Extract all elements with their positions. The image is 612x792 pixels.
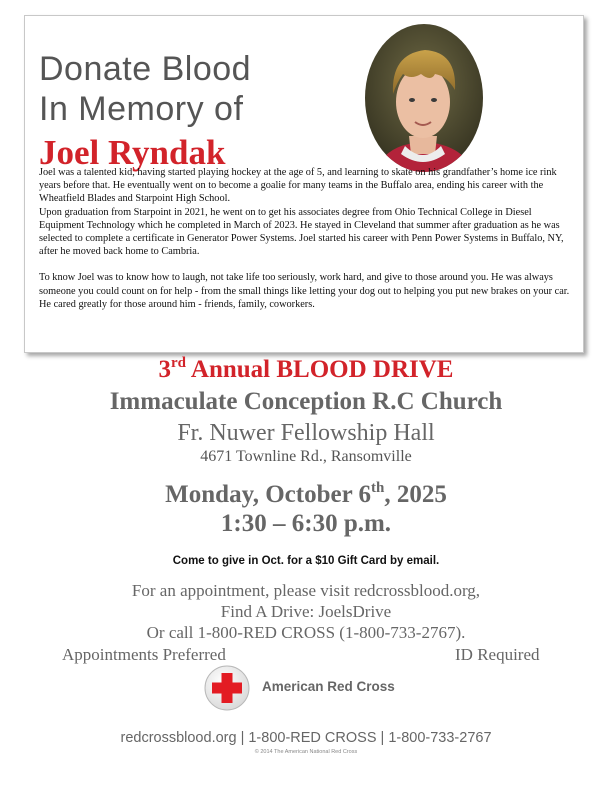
annual-ordinal: rd	[171, 355, 187, 371]
annual-number: 3	[158, 356, 172, 383]
hall-name: Fr. Nuwer Fellowship Hall	[177, 420, 435, 446]
title-line-2: In Memory of	[39, 90, 244, 128]
blood-drive-heading	[0, 356, 612, 384]
appointment-line-2: Find A Drive: JoelsDrive	[220, 602, 392, 621]
event-time: 1:30 – 6:30 p.m.	[220, 510, 392, 537]
event-date	[0, 481, 612, 509]
bio-paragraph-3: To know Joel was to know how to laugh, not take life too seriously, work hard, and give to those around you. He was always someone you could count on for help - from the small things like letting your dog out to helping you put new brakes on your car. He cared greatly for those around him - friends, family, coworkers.	[39, 272, 570, 310]
bio-paragraph-1: Joel was a talented kid, having started playing hockey at the age of 5, and learning to skate on his grandfather’s home ice rink years before that. He eventually went on to become a goalie for many teams in the Buffalo area, ending his career with the Wheatfield Blades and Starpoint High School.	[39, 167, 557, 205]
appointment-line-1: For an appointment, please visit redcrossblood.org,	[131, 581, 481, 600]
biography	[39, 166, 579, 311]
red-cross-logo-text: American Red Cross	[262, 679, 395, 694]
copyright-notice: © 2014 The American National Red Cross	[254, 749, 358, 755]
appointments-preferred: Appointments Preferred	[62, 645, 226, 664]
portrait-image	[365, 24, 483, 172]
date-year: , 2025	[384, 481, 447, 508]
honoree-name: Joel Ryndak	[39, 133, 226, 172]
gift-card-promo: Come to give in Oct. for a $10 Gift Card by email.	[172, 555, 440, 567]
appointment-line-3: Or call 1-800-RED CROSS (1-800-733-2767).	[146, 623, 466, 642]
date-main: Monday, October 6	[165, 481, 371, 508]
bio-paragraph-2: Upon graduation from Starpoint in 2021, he went on to get his associates degree from Ohio Technical College in Diesel Equipment Technology which he completed in March of 2023. He stayed in Cleveland that summer after graduation as he was selected to complete a certificate in Generator Power Systems. Joel started his career with Penn Power Systems in Buffalo, NY, after he moved back home to Cambria.	[39, 206, 564, 258]
annual-title: Annual BLOOD DRIVE	[186, 356, 454, 383]
id-required: ID Required	[455, 645, 540, 664]
event-address: 4671 Townline Rd., Ransomville	[200, 448, 412, 465]
date-ordinal: th	[370, 480, 385, 496]
footer-contact: redcrossblood.org | 1-800-RED CROSS | 1-800-733-2767	[120, 730, 492, 746]
title-line-1: Donate Blood	[39, 50, 252, 88]
memorial-photo	[365, 24, 483, 172]
memorial-box	[24, 15, 584, 353]
church-name: Immaculate Conception R.C Church	[109, 388, 503, 415]
red-cross-icon	[203, 664, 251, 712]
